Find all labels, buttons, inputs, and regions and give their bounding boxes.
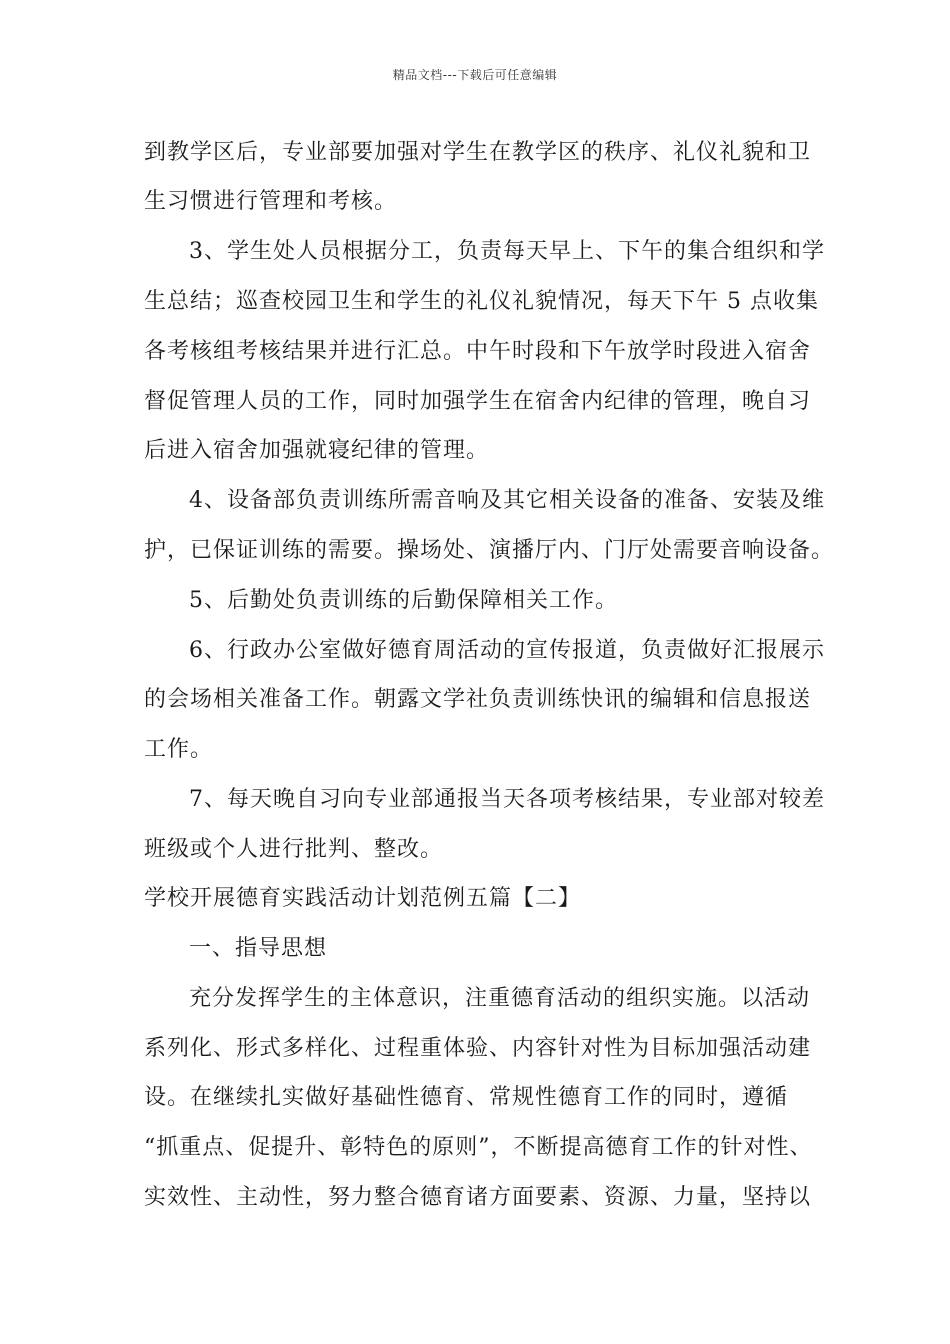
- paragraph-line: 设。在继续扎实做好基础性德育、常规性德育工作的同时，遵循: [144, 1085, 789, 1110]
- paragraph-line: 4、设备部负责训练所需音响及其它相关设备的准备、安装及维: [189, 488, 825, 513]
- paragraph-line: 的会场相关准备工作。朝露文学社负责训练快讯的编辑和信息报送: [144, 687, 812, 712]
- paragraph-line: 生习惯进行管理和考核。: [144, 189, 398, 214]
- paragraph-line: 后进入宿舍加强就寝纪律的管理。: [144, 438, 490, 463]
- section-title: 学校开展德育实践活动计划范例五篇【二】: [144, 886, 582, 911]
- paragraph-line: 7、每天晚自习向专业部通报当天各项考核结果，专业部对较差: [189, 787, 825, 812]
- paragraph-line: 3、学生处人员根据分工，负责每天早上、下午的集合组织和学: [189, 239, 825, 264]
- subsection-heading: 一、指导思想: [189, 936, 328, 961]
- paragraph-line: 充分发挥学生的主体意识，注重德育活动的组织实施。以活动: [189, 986, 811, 1011]
- paragraph-line: 生总结；巡查校园卫生和学生的礼仪礼貌情况，每天下午 5 点收集: [144, 289, 819, 314]
- paragraph-line: 到教学区后，专业部要加强对学生在教学区的秩序、礼仪礼貌和卫: [144, 140, 812, 165]
- paragraph-line: 护，已保证训练的需要。操场处、演播厅内、门厅处需要音响设备。: [144, 538, 835, 563]
- paragraph-line: 督促管理人员的工作，同时加强学生在宿舍内纪律的管理，晚自习: [144, 389, 812, 414]
- paragraph-line: “抓重点、促提升、彰特色的原则”，不断提高德育工作的针对性、: [144, 1135, 813, 1160]
- paragraph-line: 实效性、主动性，努力整合德育诸方面要素、资源、力量，坚持以: [144, 1185, 812, 1210]
- paragraph-line: 6、行政办公室做好德育周活动的宣传报道，负责做好汇报展示: [189, 638, 825, 663]
- paragraph-line: 系列化、形式多样化、过程重体验、内容针对性为目标加强活动建: [144, 1036, 812, 1061]
- page-header: 精品文档---下载后可任意编辑: [392, 68, 558, 82]
- paragraph-line: 各考核组考核结果并进行汇总。中午时段和下午放学时段进入宿舍: [144, 339, 812, 364]
- paragraph-line: 工作。: [144, 737, 214, 762]
- paragraph-line: 班级或个人进行批判、整改。: [144, 837, 444, 862]
- paragraph-line: 5、后勤处负责训练的后勤保障相关工作。: [189, 588, 618, 613]
